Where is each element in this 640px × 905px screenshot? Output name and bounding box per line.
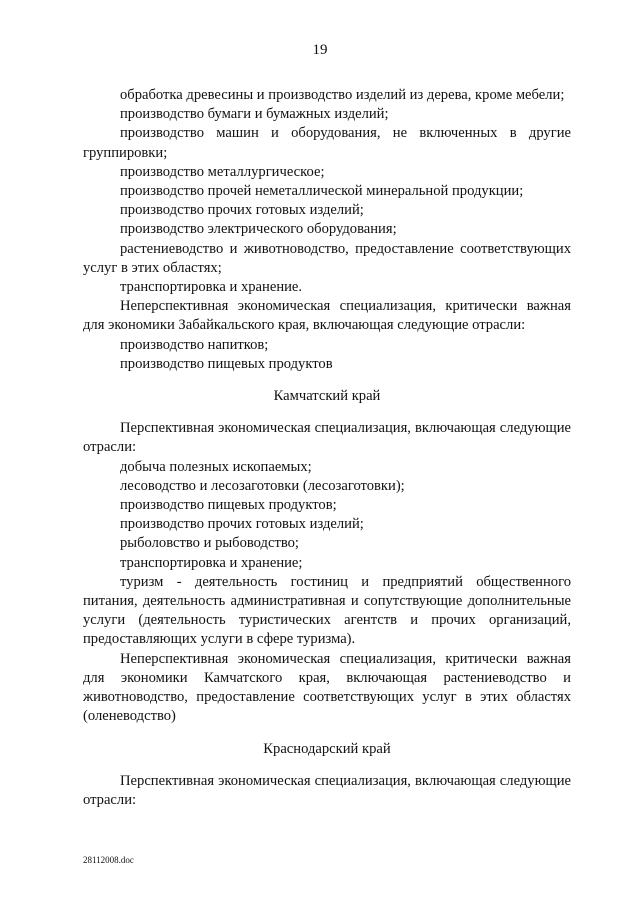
paragraph: производство пищевых продуктов; xyxy=(120,497,337,514)
paragraph: Перспективная экономическая специализация, включающая следующие отрасли: xyxy=(83,420,571,456)
paragraph: транспортировка и хранение. xyxy=(120,279,303,296)
section-heading: Краснодарский край xyxy=(263,740,391,757)
paragraph: производство бумаги и бумажных изделий; xyxy=(120,106,389,123)
paragraph: производство пищевых продуктов xyxy=(120,355,333,372)
document-body xyxy=(83,86,571,810)
paragraph: рыболовство и рыбоводство; xyxy=(120,535,299,552)
paragraph: производство машин и оборудования, не включенных в другие группировки; xyxy=(83,125,571,161)
paragraph: производство прочих готовых изделий; xyxy=(120,516,364,533)
paragraph: Неперспективная экономическая специализация, критически важная для экономики Камчатского края, включающая растениеводство и животноводство, предоставление соответствующих услуг в этих областях (оленеводство) xyxy=(83,650,571,725)
paragraph: производство электрического оборудования; xyxy=(120,221,397,238)
paragraph: Неперспективная экономическая специализация, критически важная для экономики Забайкальского края, включающая следующие отрасли: xyxy=(83,298,571,334)
file-name: 28112008.doc xyxy=(83,855,134,865)
paragraph: обработка древесины и производство изделий из дерева, кроме мебели; xyxy=(120,87,565,103)
paragraph: растениеводство и животноводство, предоставление соответствующих услуг в этих областях; xyxy=(83,240,571,276)
paragraph: Перспективная экономическая специализация, включающая следующие отрасли: xyxy=(83,772,571,808)
paragraph: производство металлургическое; xyxy=(120,163,325,180)
paragraph: производство прочих готовых изделий; xyxy=(120,202,364,219)
paragraph: производство напитков; xyxy=(120,336,269,353)
section-heading: Камчатский край xyxy=(273,388,381,405)
paragraph: транспортировка и хранение; xyxy=(120,554,303,571)
paragraph: добыча полезных ископаемых; xyxy=(120,458,312,475)
paragraph: производство прочей неметаллической минеральной продукции; xyxy=(120,183,524,200)
page-number: 19 xyxy=(312,42,328,58)
paragraph: лесоводство и лесозаготовки (лесозаготовки); xyxy=(120,477,405,494)
paragraph: туризм - деятельность гостиниц и предприятий общественного питания, деятельность административная и сопутствующие дополнительные услуги (деятельность туристических агентств и прочих организаций, предоставляющих услуги в сфере туризма). xyxy=(83,573,571,648)
